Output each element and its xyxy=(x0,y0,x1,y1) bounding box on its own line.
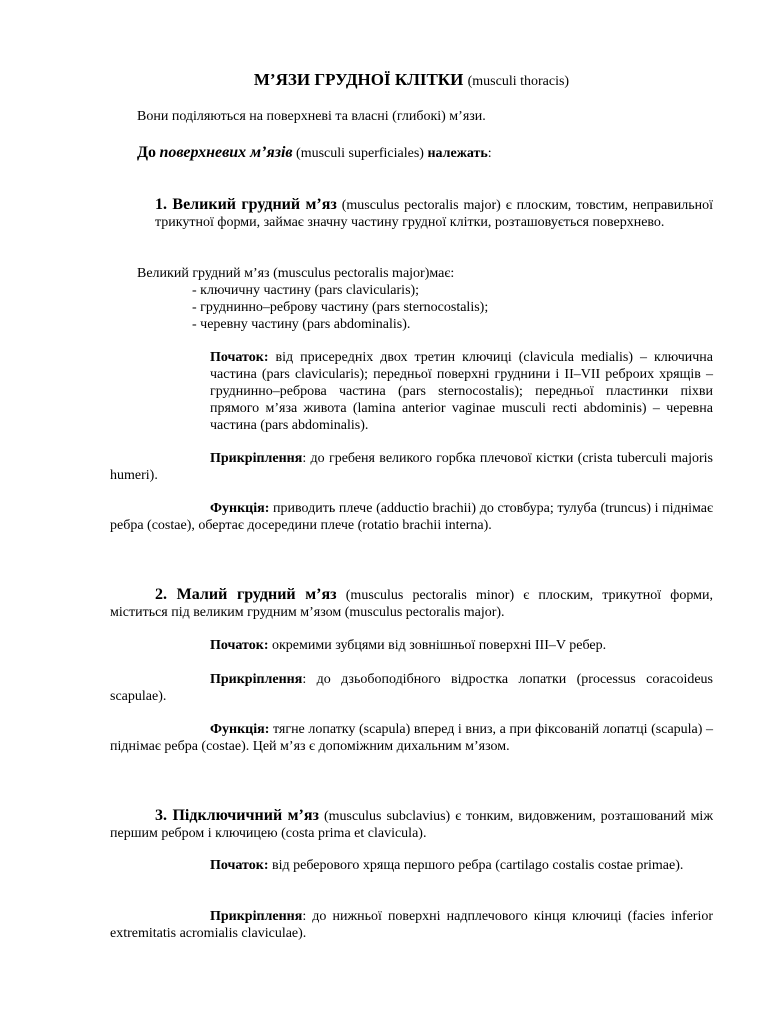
m2-insertion-label: Прикріплення xyxy=(210,672,303,687)
m1-function xyxy=(110,500,713,534)
m3-origin-label: Початок: xyxy=(210,858,269,873)
list-item: - черевну частину (pars abdominalis). xyxy=(192,317,411,332)
superficial-latin: (musculi superficiales) xyxy=(296,146,424,161)
title-text: М’ЯЗИ ГРУДНОЇ КЛІТКИ xyxy=(253,70,464,89)
superficial-verb: належать xyxy=(427,146,488,161)
superficial-do: До xyxy=(137,144,157,161)
m3-insertion xyxy=(110,908,713,942)
m3-desc-text: (musculus subclavius) є тонким, видовженим, розташований між першим ребром і ключицею (costa prima et clavicula). xyxy=(110,809,713,841)
m3-origin-text: від реберового хряща першого ребра (cartilago costalis costae primae). xyxy=(271,858,684,873)
m3-heading: 3. Підключичний м’яз xyxy=(155,807,319,824)
superficial-colon: : xyxy=(487,146,492,161)
m3-description xyxy=(110,807,713,842)
m1-function-label: Функція: xyxy=(210,501,270,516)
m2-function-text: тягне лопатку (scapula) вперед і вниз, а при фіксованій лопатці (scapula) – піднімає ребра (costae). Цей м’яз є допоміжним дихальним м’язом. xyxy=(110,722,714,754)
m1-description xyxy=(155,196,713,231)
m2-origin xyxy=(210,637,606,654)
m2-insertion xyxy=(110,671,713,705)
m1-origin-label: Початок: xyxy=(210,350,269,365)
m2-description xyxy=(110,586,713,621)
m1-origin-text: від присередніх двох третин ключиці (clavicula medialis) – ключична частина (pars clavicularis); передньої поверхні груднини і II–VII реброих хрящів – груднинно–реброва частина (pars sternocostalis); передньої пластинки піхви прямого м’яза живота (lamina anterior vaginae musculi recti abdominis) – черевна частина (pars abdominalis). xyxy=(210,350,713,433)
list-item: - ключичну частину (pars clavicularis); xyxy=(192,283,420,298)
list-item: - груднинно–реброву частину (pars sternocostalis); xyxy=(192,300,489,315)
page-title xyxy=(110,70,713,90)
m2-insertion-text: : до дзьобоподібного відростка лопатки (processus coracoideus scapulae). xyxy=(110,672,713,704)
m1-insertion-label: Прикріплення xyxy=(210,451,303,466)
m3-origin xyxy=(110,857,713,874)
m3-insertion-text: : до нижньої поверхні надплечового кінця ключиці (facies inferior extremitatis acromialis claviculae). xyxy=(110,909,713,941)
m1-heading: 1. Великий грудний м’яз xyxy=(155,196,337,213)
m2-heading: 2. Малий грудний м’яз xyxy=(155,586,337,603)
m2-origin-label: Початок: xyxy=(210,638,269,653)
m1-parts-intro: Великий грудний м’яз (musculus pectoralis major)має: xyxy=(137,266,455,281)
m1-function-text: приводить плече (adductio brachii) до стовбура; тулуба (truncus) і піднімає ребра (costae), обертає досередини плече (rotatio brachii interna). xyxy=(110,501,713,533)
title-latin: (musculi thoracis) xyxy=(467,74,570,89)
m2-origin-text: окремими зубцями від зовнішньої поверхні III–V ребер. xyxy=(271,638,607,653)
superficial-term: поверхневих м’язів xyxy=(159,144,293,161)
m1-desc-text: (musculus pectoralis major) є плоским, товстим, неправильної трикутної форми, займає значну частину грудної клітки, розташовується поверхнево. xyxy=(155,198,714,230)
m3-insertion-label: Прикріплення xyxy=(210,909,303,924)
m1-parts-list xyxy=(192,282,488,333)
m1-insertion xyxy=(110,450,713,484)
superficial-heading xyxy=(137,144,492,162)
m1-insertion-text: : до гребеня великого горбка плечової кістки (crista tuberculi majoris humeri). xyxy=(110,451,713,483)
m2-desc-text: (musculus pectoralis minor) є плоским, трикутної форми, міститься під великим грудним м’язом (musculus pectoralis major). xyxy=(110,588,714,620)
m1-origin xyxy=(110,349,713,434)
intro-paragraph: Вони поділяються на поверхневі та власні (глибокі) м’язи. xyxy=(137,109,486,124)
m2-function-label: Функція: xyxy=(210,722,270,737)
m2-function xyxy=(110,721,713,755)
